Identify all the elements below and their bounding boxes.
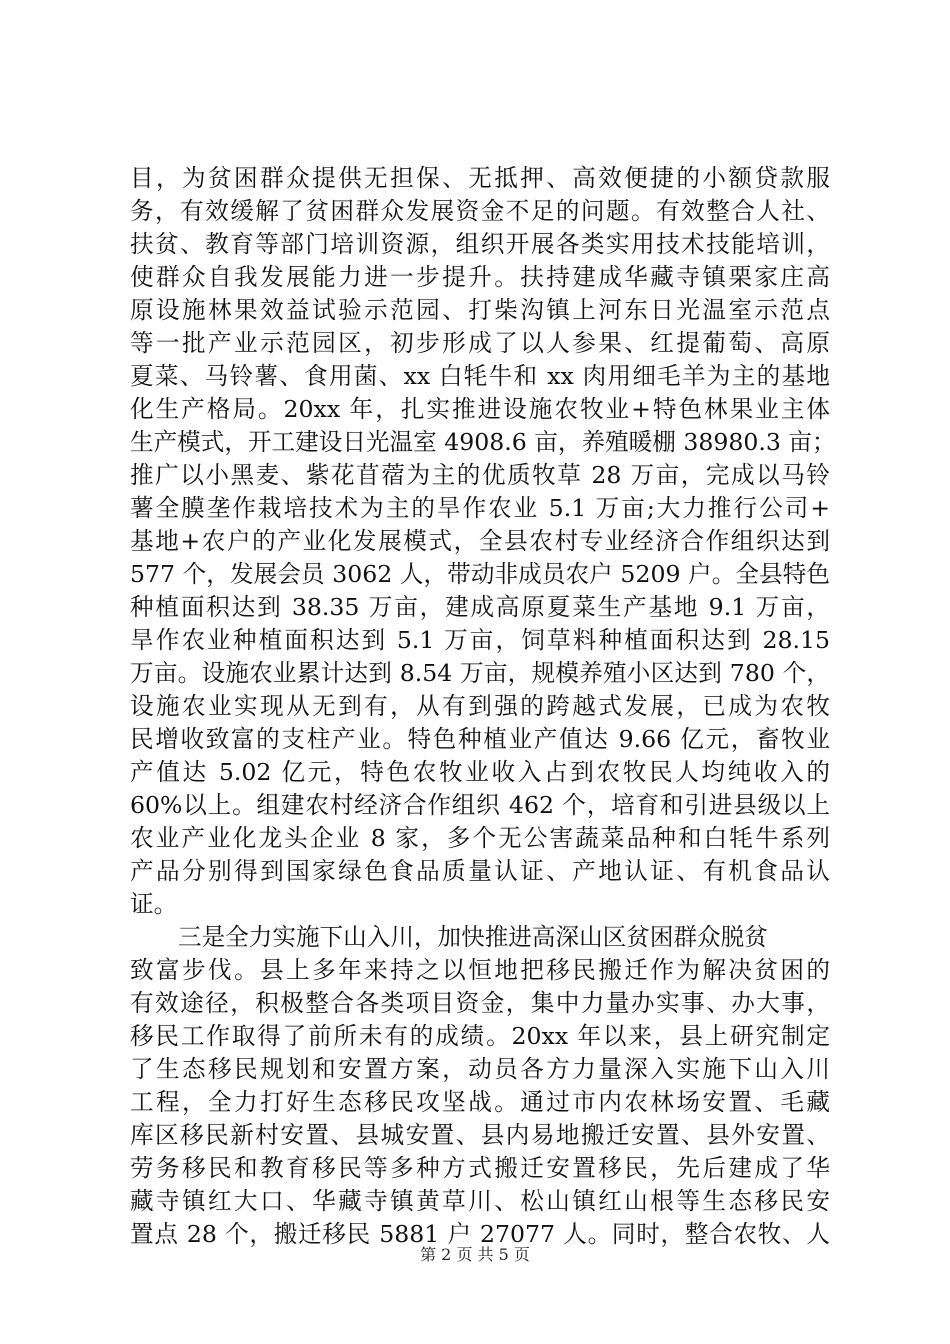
text-line: 基地+农户的产业化发展模式，全县农村专业经济合作组织达到 bbox=[130, 527, 830, 555]
text-line: 移民工作取得了前所未有的成绩。20xx 年以来，县上研究制定 bbox=[130, 1022, 830, 1050]
text-line: 三是全力实施下山入川，加快推进高深山区贫困群众脱贫 bbox=[178, 923, 768, 951]
text-line: 生产模式，开工建设日光温室 4908.6 亩，养殖暖棚 38980.3 亩； bbox=[130, 428, 836, 456]
text-line: 种植面积达到 38.35 万亩，建成高原夏菜生产基地 9.1 万亩， bbox=[130, 593, 830, 621]
text-line: 原设施林果效益试验示范园、打柴沟镇上河东日光温室示范点 bbox=[130, 296, 830, 324]
text-line: 置点 28 个，搬迁移民 5881 户 27077 人。同时，整合农牧、人 bbox=[130, 1220, 830, 1248]
text-line: 务，有效缓解了贫困群众发展资金不足的问题。有效整合人社、 bbox=[130, 197, 830, 225]
text-line: 万亩。设施农业累计达到 8.54 万亩，规模养殖小区达到 780 个， bbox=[130, 659, 830, 687]
text-line: 旱作农业种植面积达到 5.1 万亩，饲草料种植面积达到 28.15 bbox=[130, 626, 830, 654]
text-line: 使群众自我发展能力进一步提升。扶持建成华藏寺镇栗家庄高 bbox=[130, 263, 830, 291]
text-line: 设施农业实现从无到有，从有到强的跨越式发展，已成为农牧 bbox=[130, 692, 830, 720]
text-line: 扶贫、教育等部门培训资源，组织开展各类实用技术技能培训， bbox=[130, 230, 830, 258]
text-line: 藏寺镇红大口、华藏寺镇黄草川、松山镇红山根等生态移民安 bbox=[130, 1187, 830, 1215]
text-line: 577 个，发展会员 3062 人，带动非成员农户 5209 户。全县特色 bbox=[130, 560, 830, 588]
text-line: 了生态移民规划和安置方案，动员各方力量深入实施下山入川 bbox=[130, 1055, 830, 1083]
text-line: 证。 bbox=[130, 890, 178, 918]
text-line: 致富步伐。县上多年来持之以恒地把移民搬迁作为解决贫困的 bbox=[130, 956, 830, 984]
text-line: 农业产业化龙头企业 8 家，多个无公害蔬菜品种和白牦牛系列 bbox=[130, 824, 830, 852]
text-line: 产值达 5.02 亿元，特色农牧业收入占到农牧民人均纯收入的 bbox=[130, 758, 830, 786]
text-line: 60%以上。组建农村经济合作组织 462 个，培育和引进县级以上 bbox=[130, 791, 830, 819]
text-line: 库区移民新村安置、县城安置、县内易地搬迁安置、县外安置、 bbox=[130, 1121, 830, 1149]
text-line: 有效途径，积极整合各类项目资金，集中力量办实事、办大事， bbox=[130, 989, 830, 1017]
text-line: 夏菜、马铃薯、食用菌、xx 白牦牛和 xx 肉用细毛羊为主的基地 bbox=[130, 362, 830, 390]
text-line: 化生产格局。20xx 年，扎实推进设施农牧业+特色林果业主体 bbox=[130, 395, 830, 423]
body-text bbox=[130, 162, 836, 1251]
text-line: 推广以小黑麦、紫花苜蓿为主的优质牧草 28 万亩，完成以马铃 bbox=[130, 461, 830, 489]
text-line: 劳务移民和教育移民等多种方式搬迁安置移民，先后建成了华 bbox=[130, 1154, 830, 1182]
page-footer: 第 2 页 共 5 页 bbox=[420, 1245, 530, 1264]
paragraph bbox=[130, 162, 836, 921]
text-line: 等一批产业示范园区，初步形成了以人参果、红提葡萄、高原 bbox=[130, 329, 830, 357]
text-line: 工程，全力打好生态移民攻坚战。通过市内农林场安置、毛藏 bbox=[130, 1088, 830, 1116]
text-line: 民增收致富的支柱产业。特色种植业产值达 9.66 亿元，畜牧业 bbox=[130, 725, 830, 753]
text-line: 产品分别得到国家绿色食品质量认证、产地认证、有机食品认 bbox=[130, 857, 830, 885]
paragraph bbox=[130, 921, 830, 1251]
text-line: 薯全膜垄作栽培技术为主的旱作农业 5.1 万亩;大力推行公司+ bbox=[130, 494, 830, 522]
text-line: 目，为贫困群众提供无担保、无抵押、高效便捷的小额贷款服 bbox=[130, 164, 830, 192]
